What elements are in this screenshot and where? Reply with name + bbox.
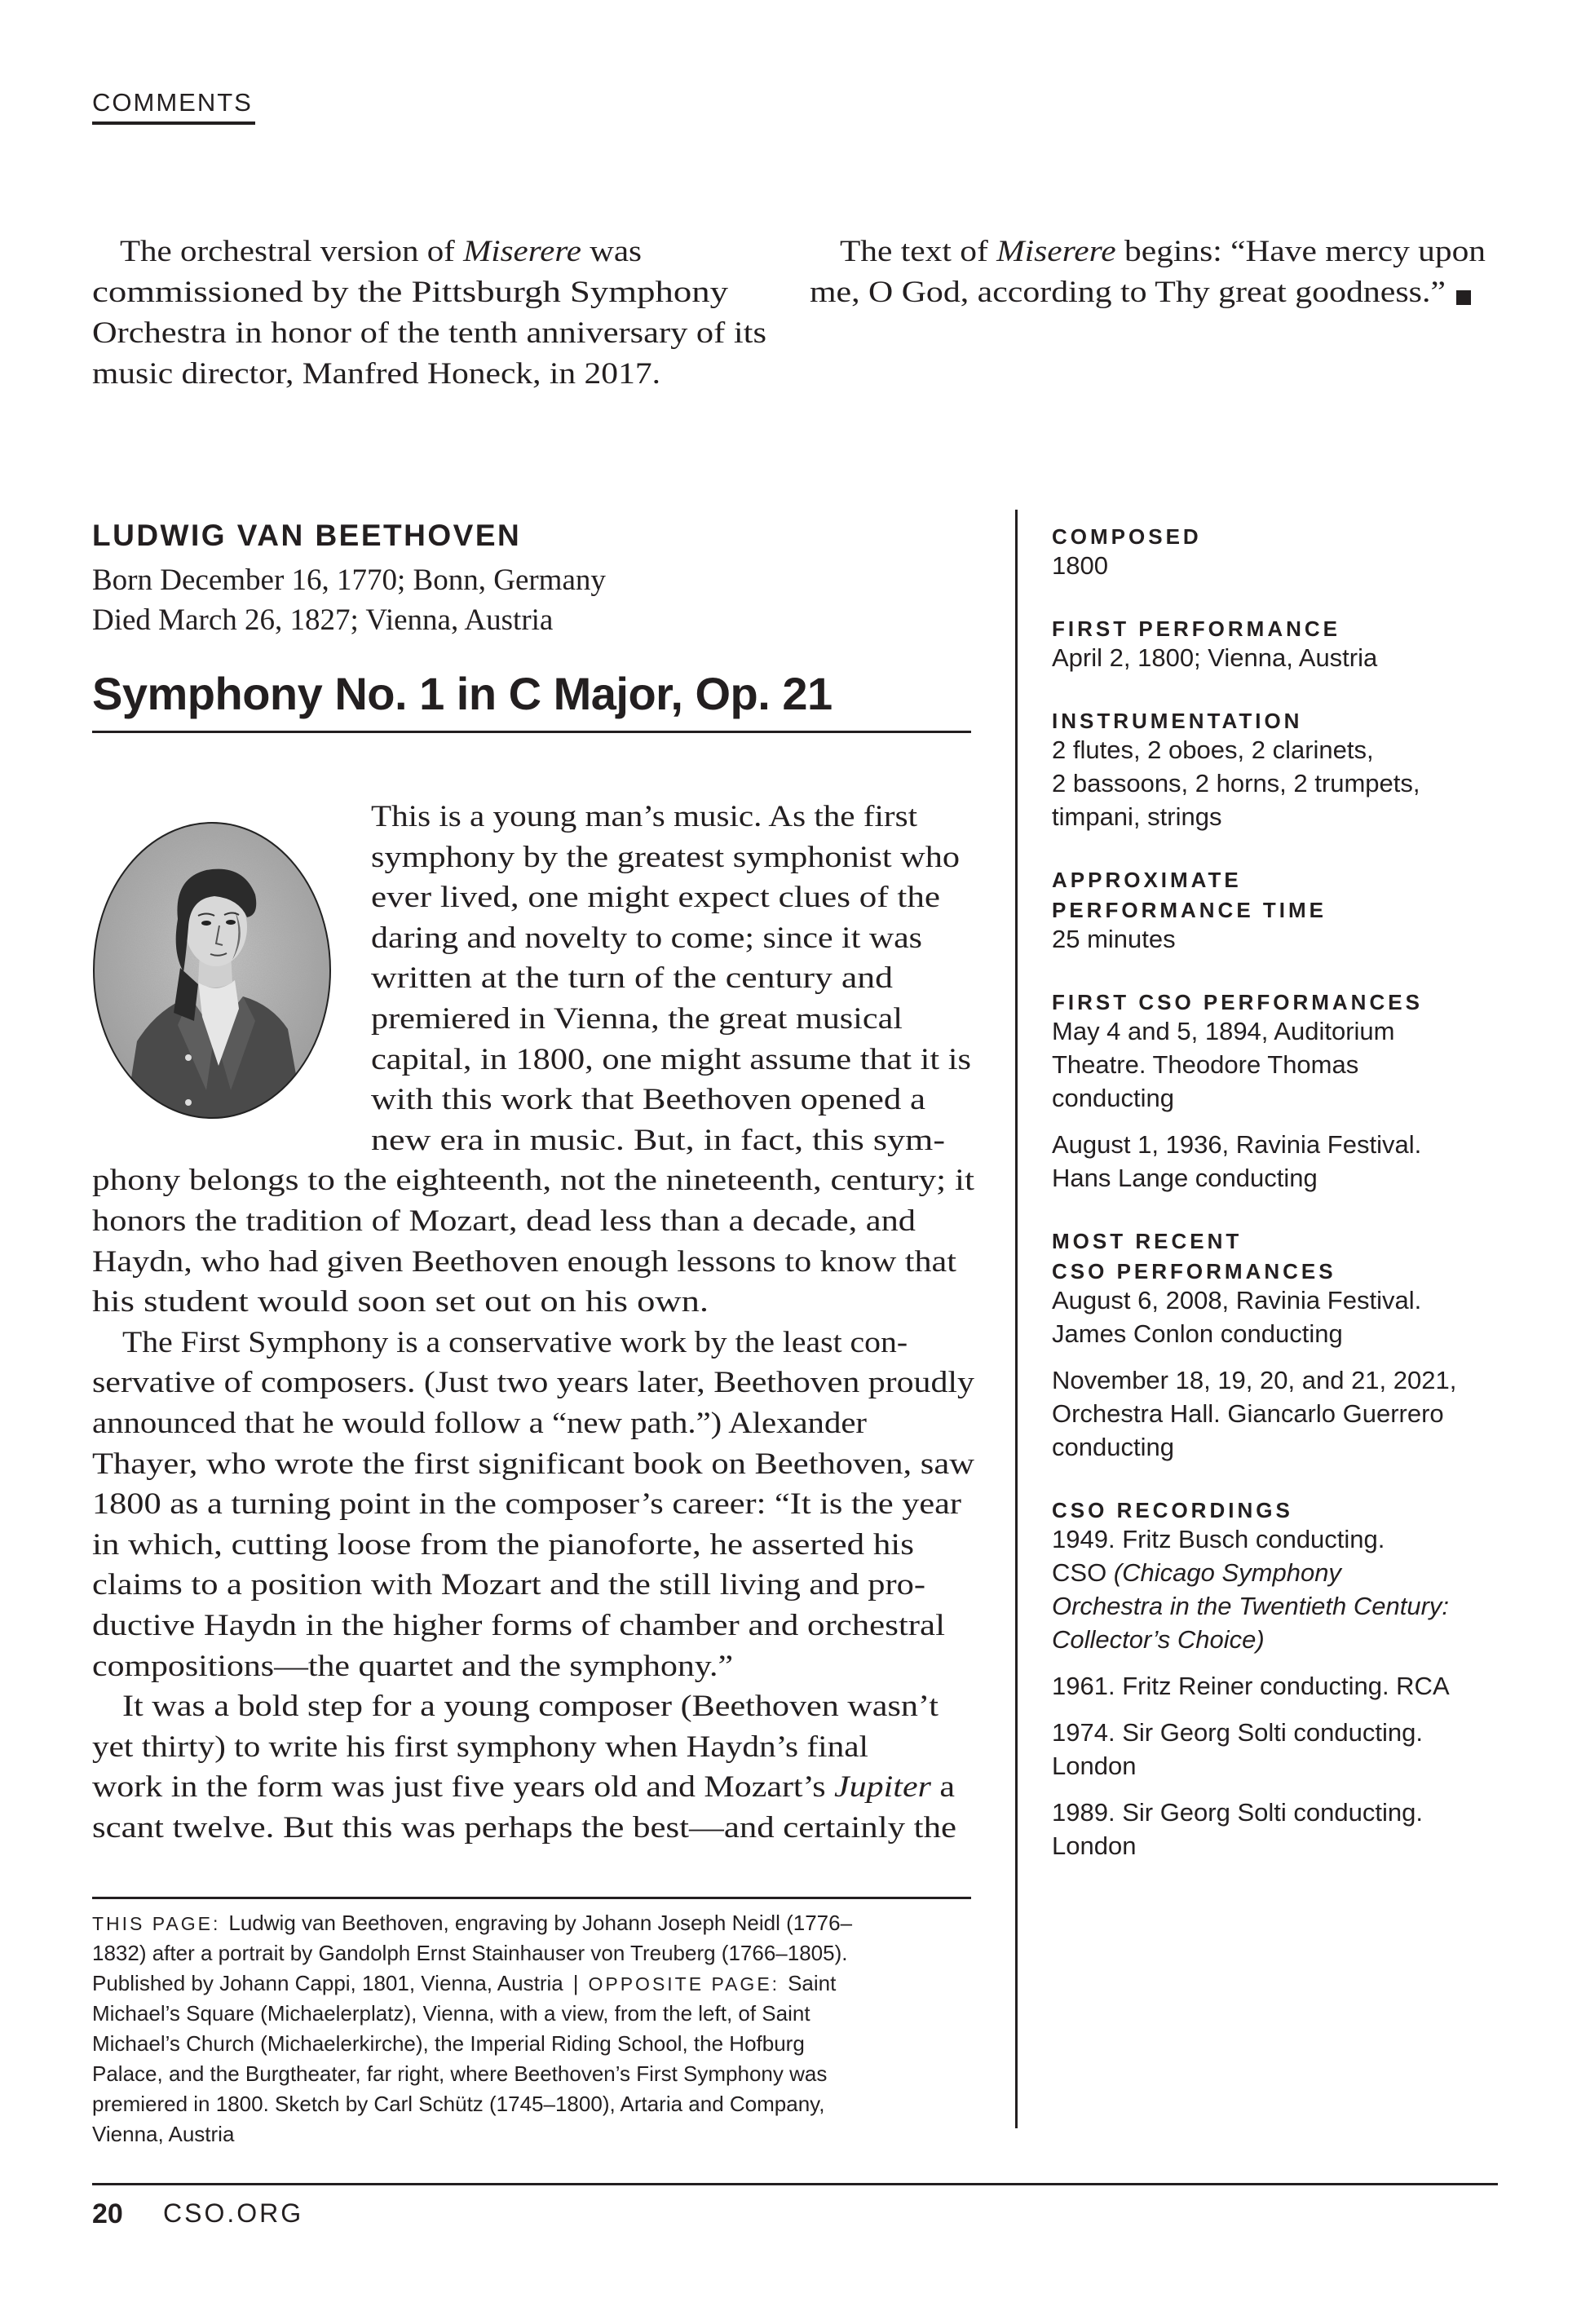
sidebar-entry-line: May 4 and 5, 1894, Auditorium bbox=[1052, 1017, 1395, 1045]
title-rule bbox=[92, 731, 971, 733]
body-line bbox=[92, 1487, 962, 1522]
sidebar-entry-line: 1800 bbox=[1052, 551, 1108, 580]
sidebar-entry-line: August 1, 1936, Ravinia Festival. bbox=[1052, 1130, 1422, 1159]
intro-line bbox=[92, 318, 766, 348]
footer-rule bbox=[92, 2183, 1498, 2185]
body-line bbox=[371, 1042, 971, 1076]
sidebar-entry-line: April 2, 1800; Vienna, Austria bbox=[1052, 643, 1378, 672]
section-label: COMMENTS bbox=[92, 88, 253, 117]
text-segment: work in the form was just five years old and Mozart’s bbox=[92, 1770, 835, 1805]
album-title: (Chicago Symphony bbox=[1113, 1558, 1341, 1587]
body-line bbox=[92, 1610, 945, 1641]
caption-line bbox=[92, 2061, 827, 2087]
text-segment: servative of composers. (Just two years later, Beethoven proudly bbox=[92, 1366, 974, 1400]
caption-text: Palace, and the Burgtheater, far right, where Beethoven’s First Symphony was bbox=[92, 2061, 828, 2086]
composer-born: Born December 16, 1770; Bonn, Germany bbox=[92, 563, 606, 597]
body-line bbox=[371, 1085, 925, 1115]
body-line bbox=[92, 1206, 916, 1236]
italic-title: Miserere bbox=[996, 235, 1116, 268]
text-segment: with this work that Beethoven opened a bbox=[371, 1083, 925, 1117]
body-line bbox=[371, 881, 940, 915]
caption-line bbox=[92, 1911, 852, 1936]
end-mark-icon bbox=[1456, 290, 1471, 305]
text-segment: symphony by the greatest symphonist who bbox=[371, 840, 960, 874]
body-line bbox=[92, 1570, 925, 1600]
sidebar-heading: FIRST PERFORMANCE bbox=[1052, 616, 1340, 641]
sidebar-entry-line: London bbox=[1052, 1831, 1137, 1860]
body-line bbox=[92, 1813, 956, 1843]
caption-line bbox=[92, 1941, 847, 1966]
album-title: Collector’s Choice) bbox=[1052, 1625, 1265, 1654]
caption-line bbox=[92, 2031, 805, 2057]
sidebar-text: 1949. Fritz Busch conducting. bbox=[1052, 1525, 1385, 1553]
text-segment: This is a young man’s music. As the first bbox=[371, 800, 918, 833]
text-segment: begins: “Have mercy upon bbox=[1115, 235, 1486, 268]
body-line bbox=[92, 1449, 974, 1479]
text-segment: in which, cutting loose from the pianoforte, he asserted his bbox=[92, 1527, 914, 1562]
sidebar-entry-line: 1961. Fritz Reiner conducting. RCA bbox=[1052, 1672, 1450, 1700]
text-segment: announced that he would follow a “new path.”) Alexander bbox=[92, 1407, 868, 1440]
text-segment: honors the tradition of Mozart, dead less than a decade, and bbox=[92, 1204, 916, 1238]
sidebar-entry-line bbox=[1052, 1558, 1341, 1588]
sidebar-entry-line bbox=[1052, 1625, 1265, 1655]
sidebar-entry-line: November 18, 19, 20, and 21, 2021, bbox=[1052, 1366, 1457, 1394]
text-segment: me, O God, according to Thy great goodness.” bbox=[810, 276, 1446, 309]
body-line bbox=[371, 1004, 903, 1034]
text-segment: Orchestra in honor of the tenth anniversary of its bbox=[92, 316, 766, 350]
body-line bbox=[92, 1164, 975, 1198]
text-segment: ductive Haydn in the higher forms of chamber and orchestral bbox=[92, 1609, 945, 1642]
sidebar-entry-line: Theatre. Theodore Thomas bbox=[1052, 1050, 1359, 1079]
text-segment: ever lived, one might expect clues of the bbox=[371, 881, 940, 915]
sidebar-heading: CSO PERFORMANCES bbox=[1052, 1259, 1336, 1284]
text-segment: premiered in Vienna, the great musical bbox=[371, 1002, 903, 1036]
section-underline bbox=[92, 122, 255, 125]
caption-text: premiered in 1800. Sketch by Carl Schütz (1745–1800), Artaria and Company, bbox=[92, 2092, 825, 2116]
text-segment: written at the turn of the century and bbox=[371, 961, 893, 996]
text-segment: yet thirty) to write his first symphony when Haydn’s final bbox=[92, 1730, 869, 1764]
caption-separator: | bbox=[572, 1971, 579, 1995]
sidebar-heading: MOST RECENT bbox=[1052, 1229, 1243, 1253]
work-title: Symphony No. 1 in C Major, Op. 21 bbox=[92, 668, 833, 719]
composer-name: LUDWIG VAN BEETHOVEN bbox=[92, 519, 522, 552]
text-segment: was bbox=[581, 235, 642, 268]
text-segment: his student would soon set out on his own. bbox=[92, 1285, 709, 1319]
sidebar-heading: CSO RECORDINGS bbox=[1052, 1498, 1293, 1522]
caption-text: Michael’s Square (Michaelerplatz), Vienna, with a view, from the left, of Saint bbox=[92, 2001, 810, 2026]
sidebar-entry-line: 1974. Sir Georg Solti conducting. bbox=[1052, 1718, 1423, 1747]
text-segment: new era in music. But, in fact, this sym- bbox=[371, 1123, 946, 1157]
body-line bbox=[122, 1690, 939, 1724]
sidebar-entry-line: Orchestra Hall. Giancarlo Guerrero bbox=[1052, 1399, 1444, 1428]
caption-text: Michael’s Church (Michaelerkirche), the Imperial Riding School, the Hofburg bbox=[92, 2031, 805, 2056]
album-title: Orchestra in the Twentieth Century: bbox=[1052, 1592, 1450, 1620]
text-segment: capital, in 1800, one might assume that it is bbox=[371, 1042, 971, 1076]
sidebar-entry-line: 25 minutes bbox=[1052, 925, 1176, 953]
caption-line bbox=[92, 2001, 810, 2026]
body-line bbox=[92, 1367, 974, 1398]
body-line bbox=[371, 842, 960, 873]
sidebar-entry-line: 1989. Sir Georg Solti conducting. bbox=[1052, 1798, 1423, 1827]
text-segment: Haydn, who had given Beethoven enough lessons to know that bbox=[92, 1244, 956, 1279]
body-line bbox=[371, 961, 893, 996]
caption-line bbox=[92, 2092, 824, 2117]
italic-title: Jupiter bbox=[834, 1770, 931, 1805]
body-line bbox=[92, 1770, 956, 1805]
sidebar-entry-line: conducting bbox=[1052, 1084, 1174, 1112]
body-line bbox=[92, 1244, 956, 1279]
body-line bbox=[122, 1325, 908, 1359]
sidebar-heading: PERFORMANCE TIME bbox=[1052, 898, 1327, 922]
caption-text: Saint bbox=[788, 1971, 837, 1995]
text-segment: Thayer, who wrote the first significant book on Beethoven, saw bbox=[92, 1447, 974, 1481]
sidebar-entry-line: London bbox=[1052, 1752, 1137, 1780]
page-number: 20 bbox=[92, 2198, 123, 2229]
sidebar-heading: INSTRUMENTATION bbox=[1052, 709, 1303, 733]
sidebar-heading: COMPOSED bbox=[1052, 524, 1202, 549]
text-segment: The text of bbox=[840, 235, 997, 268]
sidebar-entry-line bbox=[1052, 1592, 1449, 1621]
text-segment: It was a bold step for a young composer (Beethoven wasn’t bbox=[122, 1690, 939, 1724]
intro-line bbox=[92, 359, 660, 389]
text-segment: 1800 as a turning point in the composer’s career: “It is the year bbox=[92, 1487, 962, 1522]
caption-text: Ludwig van Beethoven, engraving by Johann Joseph Neidl (1776– bbox=[228, 1911, 853, 1935]
column-divider bbox=[1015, 510, 1018, 2128]
caption-text: Vienna, Austria bbox=[92, 2122, 235, 2146]
sidebar-heading: APPROXIMATE bbox=[1052, 868, 1242, 892]
text-segment: commissioned by the Pittsburgh Symphony bbox=[92, 276, 729, 309]
sidebar-entry-line: 2 bassoons, 2 horns, 2 trumpets, bbox=[1052, 769, 1420, 797]
caption-text: Published by Johann Cappi, 1801, Vienna, Austria bbox=[92, 1971, 563, 1995]
intro-line bbox=[810, 277, 1446, 307]
text-segment: a bbox=[930, 1770, 956, 1805]
sidebar-entry-line: August 6, 2008, Ravinia Festival. bbox=[1052, 1286, 1422, 1314]
caption-kicker-opposite-page: OPPOSITE PAGE: bbox=[588, 1973, 780, 1995]
portrait-image bbox=[92, 821, 332, 1120]
text-segment: music director, Manfred Honeck, in 2017. bbox=[92, 357, 660, 391]
sidebar-entry-line: Hans Lange conducting bbox=[1052, 1164, 1318, 1192]
caption-text: 1832) after a portrait by Gandolph Ernst Stainhauser von Treuberg (1766–1805). bbox=[92, 1941, 848, 1965]
body-line bbox=[92, 1287, 709, 1317]
italic-title: Miserere bbox=[463, 235, 582, 268]
sidebar-text: CSO bbox=[1052, 1558, 1114, 1587]
caption-line bbox=[92, 2122, 234, 2147]
intro-line bbox=[840, 236, 1486, 267]
body-line bbox=[371, 802, 917, 832]
sidebar-entry-line: James Conlon conducting bbox=[1052, 1319, 1343, 1348]
sidebar-heading: FIRST CSO PERFORMANCES bbox=[1052, 990, 1423, 1014]
site-link[interactable]: CSO.ORG bbox=[163, 2198, 304, 2228]
caption-kicker-this-page: THIS PAGE: bbox=[92, 1913, 221, 1934]
composer-died: Died March 26, 1827; Vienna, Austria bbox=[92, 603, 554, 637]
sidebar-entry-line bbox=[1052, 1525, 1385, 1554]
sidebar-entry-line: 2 flutes, 2 oboes, 2 clarinets, bbox=[1052, 736, 1374, 764]
body-line bbox=[92, 1408, 867, 1438]
text-segment: daring and novelty to come; since it was bbox=[371, 921, 922, 955]
text-segment: claims to a position with Mozart and the still living and pro- bbox=[92, 1568, 926, 1602]
text-segment: scant twelve. But this was perhaps the best—and certainly the bbox=[92, 1811, 956, 1845]
intro-line bbox=[120, 236, 642, 267]
intro-line bbox=[92, 277, 728, 307]
caption-line bbox=[92, 1971, 836, 1996]
portrait-engraving bbox=[92, 821, 332, 1120]
sidebar-entry-line: timpani, strings bbox=[1052, 802, 1222, 831]
body-line bbox=[92, 1732, 868, 1762]
caption-rule bbox=[92, 1897, 971, 1899]
body-line bbox=[92, 1527, 914, 1562]
body-line bbox=[371, 923, 922, 953]
text-segment: phony belongs to the eighteenth, not the nineteenth, century; it bbox=[92, 1164, 975, 1198]
text-segment: compositions—the quartet and the symphony.” bbox=[92, 1649, 734, 1683]
sidebar-entry-line: conducting bbox=[1052, 1433, 1174, 1461]
text-segment: The First Symphony is a conservative work by the least con- bbox=[122, 1325, 908, 1359]
text-segment: The orchestral version of bbox=[120, 235, 464, 268]
body-line bbox=[92, 1651, 733, 1681]
body-line bbox=[371, 1125, 945, 1155]
